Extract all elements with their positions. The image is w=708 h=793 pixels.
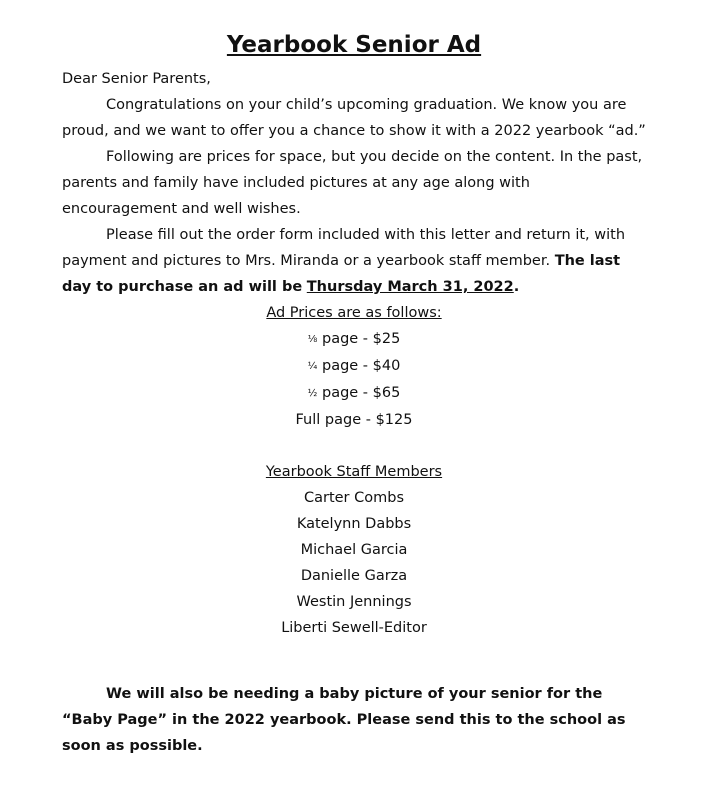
staff-member: Katelynn Dabbs [296,516,412,532]
staff-heading: Yearbook Staff Members [265,464,443,480]
order-instructions-text: Please fill out the order form included with this letter and return it, with payment and pictures to Mrs. Miranda or a yearbook staff member. [62,227,626,269]
deadline-prefix: The last day to purchase an ad will be [62,253,621,295]
staff-member: Michael Garcia [300,542,408,558]
staff-list [62,485,646,641]
price-label: page - $65 [321,385,401,401]
section-spacer [62,433,646,459]
price-size: ¼ [307,361,318,372]
staff-section [62,459,646,641]
ad-prices-list [62,326,646,433]
ad-prices-section [62,300,646,433]
price-label: Full page - $125 [295,412,413,428]
staff-member: Liberti Sewell-Editor [281,620,427,636]
deadline-period: . [513,279,520,295]
paragraph-order-instructions [62,222,646,300]
page-title: Yearbook Senior Ad [226,32,482,58]
staff-member: Carter Combs [303,490,405,506]
price-size: ½ [307,388,318,399]
price-label: page - $40 [321,358,401,374]
paragraph-congratulations: Congratulations on your child’s upcoming graduation. We know you are proud, and we want to offer you a chance to show it with a 2022 yearbook “ad.” [62,97,646,139]
section-spacer [62,641,646,667]
price-item [62,380,646,407]
price-item [62,353,646,380]
staff-member: Danielle Garza [300,568,408,584]
staff-member: Westin Jennings [296,594,412,610]
baby-picture-note: We will also be needing a baby picture of your senior for the “Baby Page” in the 2022 yearbook. Please send this to the school as soon as possible. [62,686,626,754]
price-size: ⅛ [307,334,318,345]
greeting: Dear Senior Parents, [62,71,211,87]
paragraph-content-info: Following are prices for space, but you decide on the content. In the past, parents and family have included pictures at any age along with encouragement and well wishes. [62,149,643,217]
price-item [62,407,646,433]
ad-prices-heading: Ad Prices are as follows: [266,305,442,321]
price-label: page - $25 [321,331,401,347]
price-item [62,326,646,353]
deadline-date: Thursday March 31, 2022 [306,279,514,295]
